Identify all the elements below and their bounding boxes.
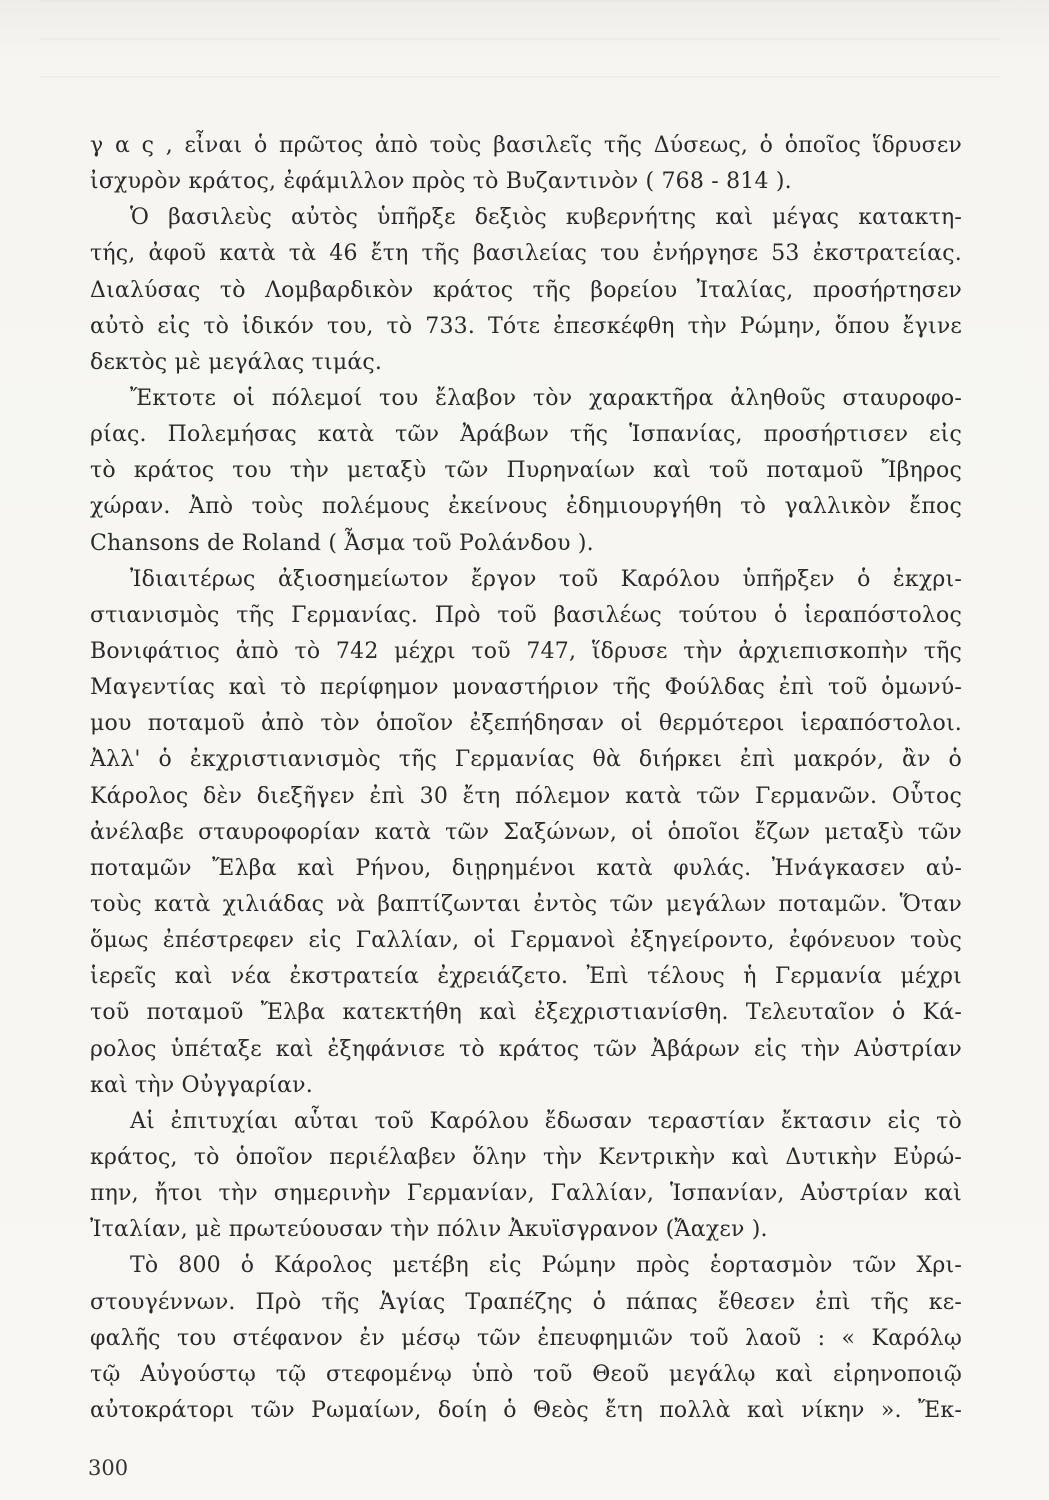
text-line: ποταμῶν Ἔλβα καὶ Ρήνου, διῃρημένοι κατὰ φυλάς. Ἠνάγκασεν αὐ- [90, 855, 962, 881]
text-line: Ἀλλ' ὁ ἐκχριστιανισμὸς τῆς Γερμανίας θὰ διήρκει ἐπὶ μακρόν, ἂν ὁ [90, 747, 962, 773]
bleed-through-texture [40, 0, 1000, 110]
text-line: ρολος ὑπέταξε καὶ ἐξηφάνισε τὸ κράτος τῶν Ἀβάρων εἰς τὴν Αὐστρίαν [90, 1036, 962, 1062]
body-text [90, 128, 962, 1429]
text-line: πην, ἤτοι τὴν σημερινὴν Γερμανίαν, Γαλλίαν, Ἱσπανίαν, Αὐστρίαν καὶ [90, 1181, 962, 1207]
text-line: αὐτὸ εἰς τὸ ἰδικόν του, τὸ 733. Τότε ἐπεσκέφθη τὴν Ρώμην, ὅπου ἔγινε [90, 313, 962, 339]
text-line: μου ποταμοῦ ἀπὸ τὸν ὁποῖον ἐξεπήδησαν οἱ θερμότεροι ἱεραπόστολοι. [90, 711, 962, 737]
text-line: Ἔκτοτε οἱ πόλεμοί του ἔλαβον τὸν χαρακτῆρα ἀληθοῦς σταυροφο- [130, 385, 962, 411]
text-line: ἱερεῖς καὶ νέα ἐκστρατεία ἐχρειάζετο. Ἐπὶ τέλους ἡ Γερμανία μέχρι [90, 964, 962, 990]
text-line: τοὺς κατὰ χιλιάδας νὰ βαπτίζωνται ἐντὸς τῶν μεγάλων ποταμῶν. Ὅταν [90, 891, 962, 917]
text-line: τής, ἀφοῦ κατὰ τὰ 46 ἔτη τῆς βασιλείας του ἐνήργησε 53 ἐκστρατείας. [90, 241, 962, 267]
text-line: ρίας. Πολεμήσας κατὰ τῶν Ἀράβων τῆς Ἱσπανίας, προσήρτισεν εἰς [90, 422, 962, 448]
text-line: Διαλύσας τὸ Λομβαρδικὸν κράτος τῆς βορείου Ἰταλίας, προσήρτησεν [90, 277, 962, 303]
text-line: Ἰταλίαν, μὲ πρωτεύουσαν τὴν πόλιν Ἀκυϊσγρανον (Ἄαχεν ). [90, 1217, 768, 1243]
text-line: τὸ κράτος του τὴν μεταξὺ τῶν Πυρηναίων καὶ τοῦ ποταμοῦ Ἴβηρος [90, 458, 962, 484]
text-line: στιανισμὸς τῆς Γερμανίας. Πρὸ τοῦ βασιλέως τούτου ὁ ἱεραπόστολος [90, 602, 962, 628]
text-line: τῷ Αὐγούστῳ τῷ στεφομένῳ ὑπὸ τοῦ Θεοῦ μεγάλῳ καὶ εἰρηνοποιῷ [90, 1361, 962, 1387]
text-line: ὅμως ἐπέστρεφεν εἰς Γαλλίαν, οἱ Γερμανοὶ ἐξηγείροντο, ἐφόνευον τοὺς [90, 928, 962, 954]
text-line: ἀνέλαβε σταυροφορίαν κατὰ τῶν Σαξώνων, οἱ ὁποῖοι ἔζων μεταξὺ τῶν [90, 819, 962, 845]
text-line: Βονιφάτιος ἀπὸ τὸ 742 μέχρι τοῦ 747, ἵδρυσε τὴν ἀρχιεπισκοπὴν τῆς [90, 638, 962, 664]
text-line: Κάρολος δὲν διεξῆγεν ἐπὶ 30 ἔτη πόλεμον κατὰ τῶν Γερμανῶν. Οὗτος [90, 783, 962, 809]
text-line: αὐτοκράτορι τῶν Ρωμαίων, δοίη ὁ Θεὸς ἔτη πολλὰ καὶ νίκην ». Ἔκ- [90, 1397, 962, 1423]
text-line: κράτος, τὸ ὁποῖον περιέλαβεν ὅλην τὴν Κεντρικὴν καὶ Δυτικὴν Εὐρώ- [90, 1144, 962, 1170]
page-number: 300 [88, 1456, 129, 1480]
text-line: Ὁ βασιλεὺς αὐτὸς ὑπῆρξε δεξιὸς κυβερνήτης καὶ μέγας κατακτη- [130, 205, 962, 231]
text-line: Μαγεντίας καὶ τὸ περίφημον μοναστήριον τῆς Φούλδας ἐπὶ τοῦ ὁμωνύ- [90, 675, 962, 701]
text-line: Ἰδιαιτέρως ἀξιοσημείωτον ἔργον τοῦ Καρόλου ὑπῆρξεν ὁ ἐκχρι- [130, 566, 962, 592]
text-line: γ α ς , εἶναι ὁ πρῶτος ἀπὸ τοὺς βασιλεῖς τῆς Δύσεως, ὁ ὁποῖος ἵδρυσεν [90, 133, 962, 158]
text-line: δεκτὸς μὲ μεγάλας τιμάς. [90, 349, 383, 375]
text-line: τοῦ ποταμοῦ Ἔλβα κατεκτήθη καὶ ἐξεχριστιανίσθη. Τελευταῖον ὁ Κά- [90, 1000, 962, 1026]
text-line: Αἱ ἐπιτυχίαι αὗται τοῦ Καρόλου ἔδωσαν τεραστίαν ἔκτασιν εἰς τὸ [130, 1108, 962, 1134]
text-line: Chansons de Roland ( Ἆσμα τοῦ Ρολάνδου ). [90, 530, 594, 556]
text-line: φαλῆς του στέφανον ἐν μέσῳ τῶν ἐπευφημιῶν τοῦ λαοῦ : « Καρόλῳ [90, 1325, 962, 1351]
text-line: ἰσχυρὸν κράτος, ἐφάμιλλον πρὸς τὸ Βυζαντινὸν ( 768 - 814 ). [90, 169, 792, 195]
text-line: καὶ τὴν Οὐγγαρίαν. [90, 1072, 313, 1098]
text-line: Τὸ 800 ὁ Κάρολος μετέβη εἰς Ρώμην πρὸς ἑορτασμὸν τῶν Χρι- [130, 1253, 962, 1279]
text-line: χώραν. Ἀπὸ τοὺς πολέμους ἐκείνους ἐδημιουργήθη τὸ γαλλικὸν ἔπος [90, 494, 962, 520]
text-line: στουγέννων. Πρὸ τῆς Ἁγίας Τραπέζης ὁ πάπας ἔθεσεν ἐπὶ τῆς κε- [90, 1289, 962, 1315]
